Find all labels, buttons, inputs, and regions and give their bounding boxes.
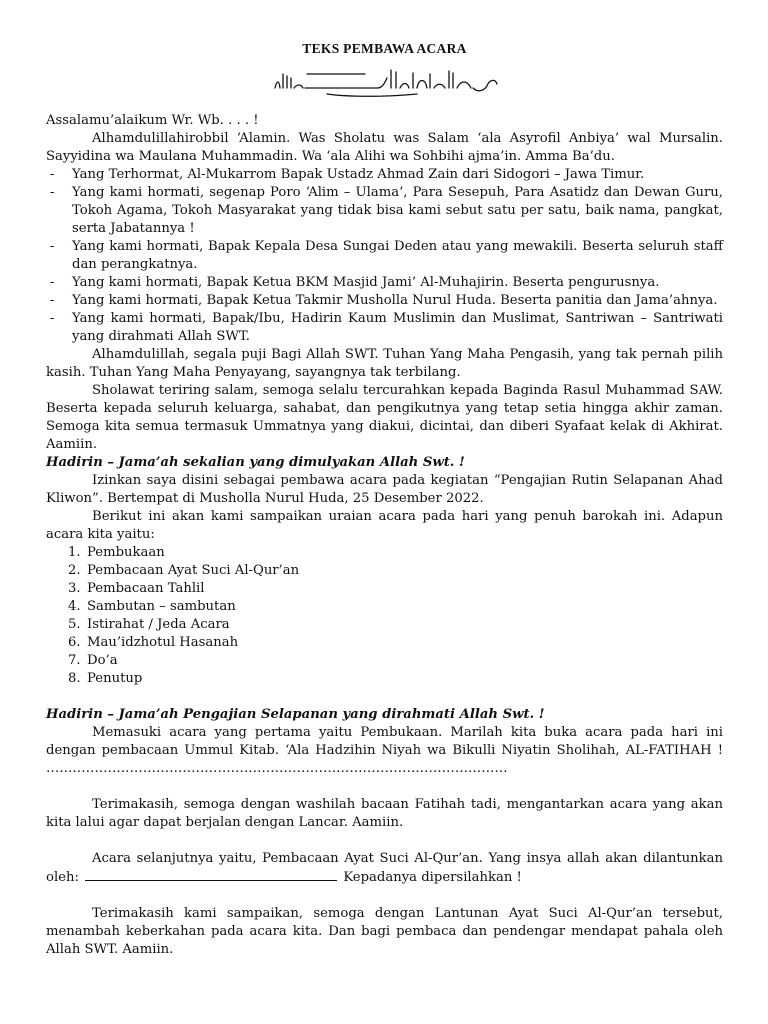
document-page [46,40,723,959]
greeting-item-2: - Yang kami hormati, segenap Poro ‘Alim – Ulama’, Para Sesepuh, Para Asatidz dan Dewan Guru, Tokoh Agama, Tokoh Masyarakat yang tidak bisa kami sebut satu per satu, baik nama, pangkat, serta Jabatannya ! [50,185,723,236]
section-heading-2: Hadirin – Jama’ah Pengajian Selapanan yang dirahmati Allah Swt. ! [46,707,545,722]
agenda-item: 6. Mau’idzhotul Hasanah [68,635,239,650]
greeting-text: Yang kami hormati, Bapak Kepala Desa Sungai Deden atau yang mewakili. Beserta seluruh staff dan perangkatnya. [72,239,723,272]
greeting-text: Yang kami hormati, Bapak Ketua BKM Masjid Jami’ Al-Muhajirin. Beserta pengurusnya. [72,275,660,290]
after-fatihah-paragraph: Terimakasih, semoga dengan washilah bacaan Fatihah tadi, mengantarkan acara yang akan kita lalui agar dapat berjalan dengan Lancar. Aamiin. [46,797,723,830]
basmalah-calligraphy [267,64,503,98]
salam-line: Assalamu’alaikum Wr. Wb. . . . ! [46,113,259,128]
praise-paragraph: Alhamdulillah, segala puji Bagi Allah SWT. Tuhan Yang Maha Pengasih, yang tak pernah pilih kasih. Tuhan Yang Maha Penyayang, sayangnya tak terbilang. [46,347,723,380]
spacer [46,832,723,850]
agenda-item: 5. Istirahat / Jeda Acara [68,617,230,632]
greeting-text: Yang kami hormati, Bapak Ketua Takmir Musholla Nurul Huda. Beserta panitia dan Jama’ahnya. [72,293,718,308]
agenda-item: 2. Pembacaan Ayat Suci Al-Qur’an [68,563,300,578]
spacer [46,887,723,905]
quran-act-paragraph: Acara selanjutnya yaitu, Pembacaan Ayat Suci Al-Qur’an. Yang insya allah akan dilantunkan oleh: Kepadanya dipersilahkan ! [46,851,723,885]
greeting-item-6: - Yang kami hormati, Bapak/Ibu, Hadirin Kaum Muslimin dan Muslimat, Santriwan – Santriwati yang dirahmati Allah SWT. [50,311,723,344]
greeting-text: Yang Terhormat, Al-Mukarrom Bapak Ustadz Ahmad Zain dari Sidogori – Jawa Timur. [72,167,645,182]
agenda-intro-paragraph: Berikut ini akan kami sampaikan uraian acara pada hari yang penuh barokah ini. Adapun acara kita yaitu: [46,509,723,542]
intro-paragraph: Izinkan saya disini sebagai pembawa acara pada kegiatan “Pengajian Rutin Selapanan Ahad Kliwon”. Bertempat di Musholla Nurul Huda, 25 Desember 2022. [46,473,723,506]
agenda-item: 4. Sambutan – sambutan [68,599,236,614]
section-heading-1: Hadirin – Jama’ah sekalian yang dimulyakan Allah Swt. ! [46,455,465,470]
greeting-item-5: - Yang kami hormati, Bapak Ketua Takmir Musholla Nurul Huda. Beserta panitia dan Jama’ahnya. [50,293,718,308]
agenda-item: 7. Do’a [68,653,118,668]
agenda-item: 3. Pembacaan Tahlil [68,581,205,596]
hamdalah-paragraph: Alhamdulillahirobbil ‘Alamin. Was Sholatu was Salam ‘ala Asyrofil Anbiya’ wal Mursalin. Sayyidina wa Maulana Muhammadin. Wa ‘ala Alihi wa Sohbihi ajma’in. Amma Ba’du. [46,131,723,164]
spacer [46,688,723,706]
greeting-item-3: - Yang kami hormati, Bapak Kepala Desa Sungai Deden atau yang mewakili. Beserta seluruh staff dan perangkatnya. [50,239,723,272]
greeting-item-1: - Yang Terhormat, Al-Mukarrom Bapak Ustadz Ahmad Zain dari Sidogori – Jawa Timur. [50,167,645,182]
reciter-name-blank [85,868,337,881]
opening-act-paragraph: Memasuki acara yang pertama yaitu Pembukaan. Marilah kita buka acara pada hari ini dengan pembacaan Ummul Kitab. ‘Ala Hadzihin Niyah wa Bikulli Niyatin Sholihah, AL-FATIHAH ! …………………………………………………………………………………………… [46,725,723,776]
agenda-item: 8. Penutup [68,671,143,686]
agenda-item: 1. Pembukaan [68,545,165,560]
spacer [46,778,723,796]
greeting-text: Yang kami hormati, segenap Poro ‘Alim – Ulama’, Para Sesepuh, Para Asatidz dan Dewan Guru, Tokoh Agama, Tokoh Masyarakat yang tidak bisa kami sebut satu per satu, baik nama, pangkat, serta Jabatannya ! [72,185,723,236]
greeting-item-4: - Yang kami hormati, Bapak Ketua BKM Masjid Jami’ Al-Muhajirin. Beserta pengurusnya. [50,275,660,290]
sholawat-paragraph: Sholawat teriring salam, semoga selalu tercurahkan kepada Baginda Rasul Muhammad SAW. Beserta kepada seluruh keluarga, sahabat, dan pengikutnya yang tetap setia hingga akhir zaman. Semoga kita semua termasuk Ummatnya yang diakui, dicintai, dan diberi Syafaat kelak di Akhirat. Aamiin. [46,383,723,452]
greeting-text: Yang kami hormati, Bapak/Ibu, Hadirin Kaum Muslimin dan Muslimat, Santriwan – Santriwati yang dirahmati Allah SWT. [72,311,723,344]
document-title: TEKS PEMBAWA ACARA [302,41,467,56]
closing-thanks-paragraph: Terimakasih kami sampaikan, semoga dengan Lantunan Ayat Suci Al-Qur’an tersebut, menambah keberkahan pada acara kita. Dan bagi pembaca dan pendengar mendapat pahala oleh Allah SWT. Aamiin. [46,906,723,957]
